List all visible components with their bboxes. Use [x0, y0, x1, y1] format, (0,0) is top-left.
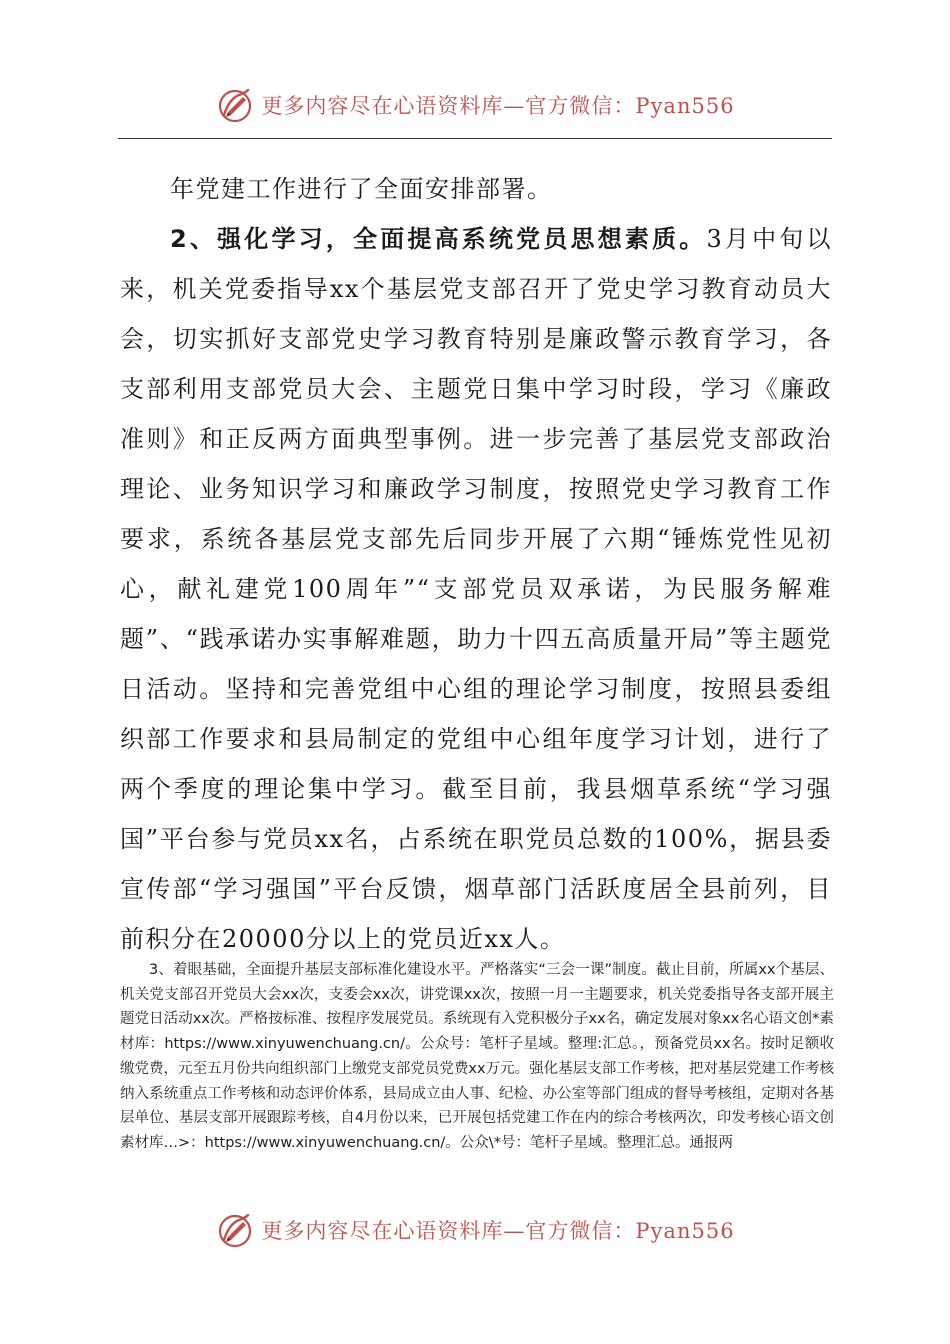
pen-swirl-logo-icon	[215, 1210, 255, 1250]
section-2-text: 3月中旬以来，机关党委指导xx个基层党支部召开了党史学习教育动员大会，切实抓好支部党史学习教育特别是廉政警示教育学习，各支部利用支部党员大会、主题党日集中学习时段，学习《廉政准则》和正反两方面典型事例。进一步完善了基层党支部政治理论、业务知识学习和廉政学习制度，按照党史学习教育工作要求，系统各基层党支部先后同步开展了六期“锤炼党性见初心，献礼建党100周年”“支部党员双承诺，为民服务解难题”、“践承诺办实事解难题，助力十四五高质量开局”等主题党日活动。坚持和完善党组中心组的理论学习制度，按照县委组织部工作要求和县局制定的党组中心组年度学习计划，进行了两个季度的理论集中学习。截至目前，我县烟草系统“学习强国”平台参与党员xx名，占系统在职党员总数的100%，据县委宣传部“学习强国”平台反馈，烟草部门活跃度居全县前列，目前积分在20000分以上的党员近xx人。	[120, 225, 832, 953]
header-divider	[118, 138, 832, 139]
pen-swirl-logo-icon	[215, 85, 255, 125]
section-2-paragraph	[120, 214, 832, 964]
section-3-paragraph: 3、着眼基础，全面提升基层支部标准化建设水平。严格落实“三会一课”制度。截止目前，所属xx个基层、机关党支部召开党员大会xx次，支委会xx次，讲党课xx次，按照一月一主题要求，机关党委指导各支部开展主题党日活动xx次。严格按标准、按程序发展党员。系统现有入党积极分子xx名，确定发展对象xx名心语文创*素材库：https://www.xinyuwenchuang.cn/。公众号：笔杆子星域。整理:汇总。，预备党员xx名。按时足额收缴党费，元至五月份共向组织部门上缴党支部党员党费xx万元。强化基层支部工作考核，把对基层党建工作考核纳入系统重点工作考核和动态评价体系，县局成立由人事、纪检、办公室等部门组成的督导考核组，定期对各基层单位、基层支部开展跟踪考核，自4月份以来，已开展包括党建工作在内的综合考核两次，印发考核心语文创素材库…>：https://www.xinyuwenchuang.cn/。公众\*号：笔杆子星域。整理汇总。通报两	[120, 962, 834, 1151]
page-header	[0, 82, 950, 128]
footer-brand-text: 更多内容尽在心语资料库—官方微信：Pyan556	[261, 1219, 735, 1243]
main-body	[120, 164, 832, 964]
section-3-block	[120, 958, 834, 1156]
page-footer	[0, 1207, 950, 1253]
header-brand-text: 更多内容尽在心语资料库—官方微信：Pyan556	[261, 94, 735, 118]
section-2-heading: 2、强化学习，全面提高系统党员思想素质。	[170, 225, 707, 253]
paragraph-continuation: 年党建工作进行了全面安排部署。	[170, 175, 553, 203]
